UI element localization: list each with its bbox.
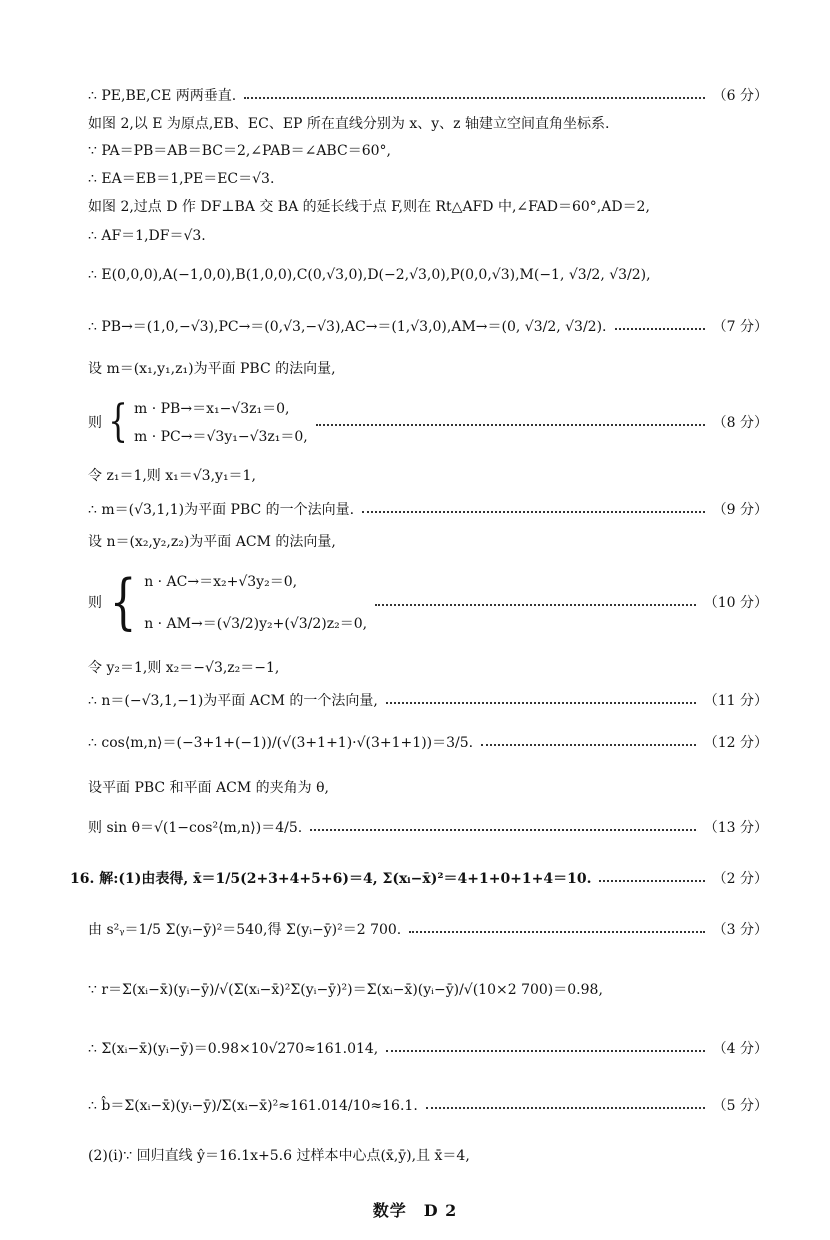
solution-line xyxy=(88,139,768,161)
system-row: n · AM→＝(√3/2)y₂+(√3/2)z₂＝0, xyxy=(144,616,368,632)
line-text: 令 y₂＝1,则 x₂＝−√3,z₂＝−1, xyxy=(88,660,280,676)
score-label: （5 分） xyxy=(712,1098,768,1114)
solution-line xyxy=(70,867,768,889)
solution-line xyxy=(88,656,768,678)
solution-line xyxy=(88,918,768,940)
system-row: m · PC→＝√3y₁−√3z₁＝0, xyxy=(134,429,308,445)
score-label: （4 分） xyxy=(712,1041,768,1057)
equation-system xyxy=(88,390,768,454)
line-text: ∴ cos⟨m,n⟩＝(−3+1+(−1))/(√(3+1+1)·√(3+1+1))＝3/5. xyxy=(88,735,474,751)
line-text: 如图 2,以 E 为原点,EB、EC、EP 所在直线分别为 x、y、z 轴建立空间直角坐标系. xyxy=(88,116,610,132)
system-lead: 则 xyxy=(88,595,102,611)
score-label: （6 分） xyxy=(712,88,768,104)
leader-dots xyxy=(362,511,705,513)
score-label: （10 分） xyxy=(703,595,768,611)
score-label: （8 分） xyxy=(712,415,768,431)
score-label: （12 分） xyxy=(703,735,768,751)
solution-line xyxy=(88,464,768,486)
brace-icon: { xyxy=(109,567,137,637)
line-text: 16. 解:(1)由表得, x̄＝1/5(2+3+4+5+6)＝4, Σ(xᵢ−x̄)²＝4+1+0+1+4＝10. xyxy=(70,871,592,887)
system-rows xyxy=(144,571,367,633)
system-rows xyxy=(134,398,308,446)
line-text: ∴ n＝(−√3,1,−1)为平面 ACM 的一个法向量, xyxy=(88,693,378,709)
solution-line xyxy=(88,224,768,246)
score-label: （3 分） xyxy=(712,922,768,938)
solution-line xyxy=(88,498,768,520)
page-footer: 数学 D 2 xyxy=(372,1201,458,1220)
leader-dots xyxy=(386,702,696,704)
line-text: 设 n＝(x₂,y₂,z₂)为平面 ACM 的法向量, xyxy=(88,534,336,550)
line-text: 如图 2,过点 D 作 DF⊥BA 交 BA 的延长线于点 F,则在 Rt△AFD 中,∠FAD＝60°,AD＝2, xyxy=(88,199,650,215)
line-text: 由 s²ᵧ＝1/5 Σ(yᵢ−ȳ)²＝540,得 Σ(yᵢ−ȳ)²＝2 700. xyxy=(88,922,402,938)
solution-line xyxy=(88,315,768,337)
solution-line xyxy=(88,731,768,753)
score-label: （13 分） xyxy=(703,820,768,836)
score-label: （2 分） xyxy=(712,871,768,887)
leader-dots xyxy=(310,829,696,831)
leader-dots xyxy=(599,880,704,882)
system-row: n · AC→＝x₂+√3y₂＝0, xyxy=(144,574,298,590)
solution-line xyxy=(88,689,768,711)
score-label: （9 分） xyxy=(712,502,768,518)
system-row: m · PB→＝x₁−√3z₁＝0, xyxy=(134,401,290,417)
solution-line xyxy=(88,167,768,189)
line-text: ∴ m＝(√3,1,1)为平面 PBC 的一个法向量. xyxy=(88,502,355,518)
line-text: ∵ PA＝PB＝AB＝BC＝2,∠PAB＝∠ABC＝60°, xyxy=(88,143,391,159)
score-label: （7 分） xyxy=(712,319,768,335)
leader-dots xyxy=(426,1107,705,1109)
line-text: 则 sin θ＝√(1−cos²⟨m,n⟩)＝4/5. xyxy=(88,820,303,836)
solution-line xyxy=(88,816,768,838)
solution-line xyxy=(88,112,768,134)
line-text: ∴ Σ(xᵢ−x̄)(yᵢ−ȳ)＝0.98×10√270≈161.014, xyxy=(88,1041,379,1057)
solution-line xyxy=(88,195,768,217)
line-text: ∴ E(0,0,0),A(−1,0,0),B(1,0,0),C(0,√3,0),D(−2,√3,0),P(0,0,√3),M(−1, √3/2, √3/2), xyxy=(88,267,651,283)
solution-line xyxy=(88,978,768,1000)
line-text: ∴ b̂＝Σ(xᵢ−x̄)(yᵢ−ȳ)/Σ(xᵢ−x̄)²≈161.014/10≈16.1. xyxy=(88,1098,418,1114)
score-label: （11 分） xyxy=(703,693,768,709)
solution-line xyxy=(88,776,768,798)
line-text: ∴ PE,BE,CE 两两垂直. xyxy=(88,88,237,104)
system-lead: 则 xyxy=(88,415,102,431)
solution-line xyxy=(88,84,768,106)
equation-system xyxy=(88,560,768,644)
solution-line xyxy=(88,264,768,286)
brace-icon: { xyxy=(108,396,128,447)
line-text: (2)(ⅰ)∵ 回归直线 ŷ＝16.1x+5.6 过样本中心点(x̄,ȳ),且 x̄＝4, xyxy=(88,1148,470,1164)
line-text: ∴ PB→＝(1,0,−√3),PC→＝(0,√3,−√3),AC→＝(1,√3,0),AM→＝(0, √3/2, √3/2). xyxy=(88,319,607,335)
leader-dots xyxy=(316,424,705,426)
leader-dots xyxy=(615,328,705,330)
line-text: ∴ EA＝EB＝1,PE＝EC＝√3. xyxy=(88,171,275,187)
line-text: 令 z₁＝1,则 x₁＝√3,y₁＝1, xyxy=(88,468,256,484)
line-text: 设 m＝(x₁,y₁,z₁)为平面 PBC 的法向量, xyxy=(88,361,336,377)
solution-line xyxy=(88,1144,768,1166)
line-text: ∴ AF＝1,DF＝√3. xyxy=(88,228,206,244)
solution-line xyxy=(88,357,768,379)
leader-dots xyxy=(375,604,696,606)
line-text: 设平面 PBC 和平面 ACM 的夹角为 θ, xyxy=(88,780,329,796)
leader-dots xyxy=(481,744,696,746)
leader-dots xyxy=(409,931,704,933)
leader-dots xyxy=(244,97,704,99)
line-text: ∵ r＝Σ(xᵢ−x̄)(yᵢ−ȳ)/√(Σ(xᵢ−x̄)²Σ(yᵢ−ȳ)²)＝Σ(xᵢ−x̄)(yᵢ−ȳ)/√(10×2 700)＝0.98, xyxy=(88,982,603,998)
leader-dots xyxy=(386,1050,704,1052)
solution-line xyxy=(88,530,768,552)
solution-line xyxy=(88,1037,768,1059)
solution-line xyxy=(88,1094,768,1116)
